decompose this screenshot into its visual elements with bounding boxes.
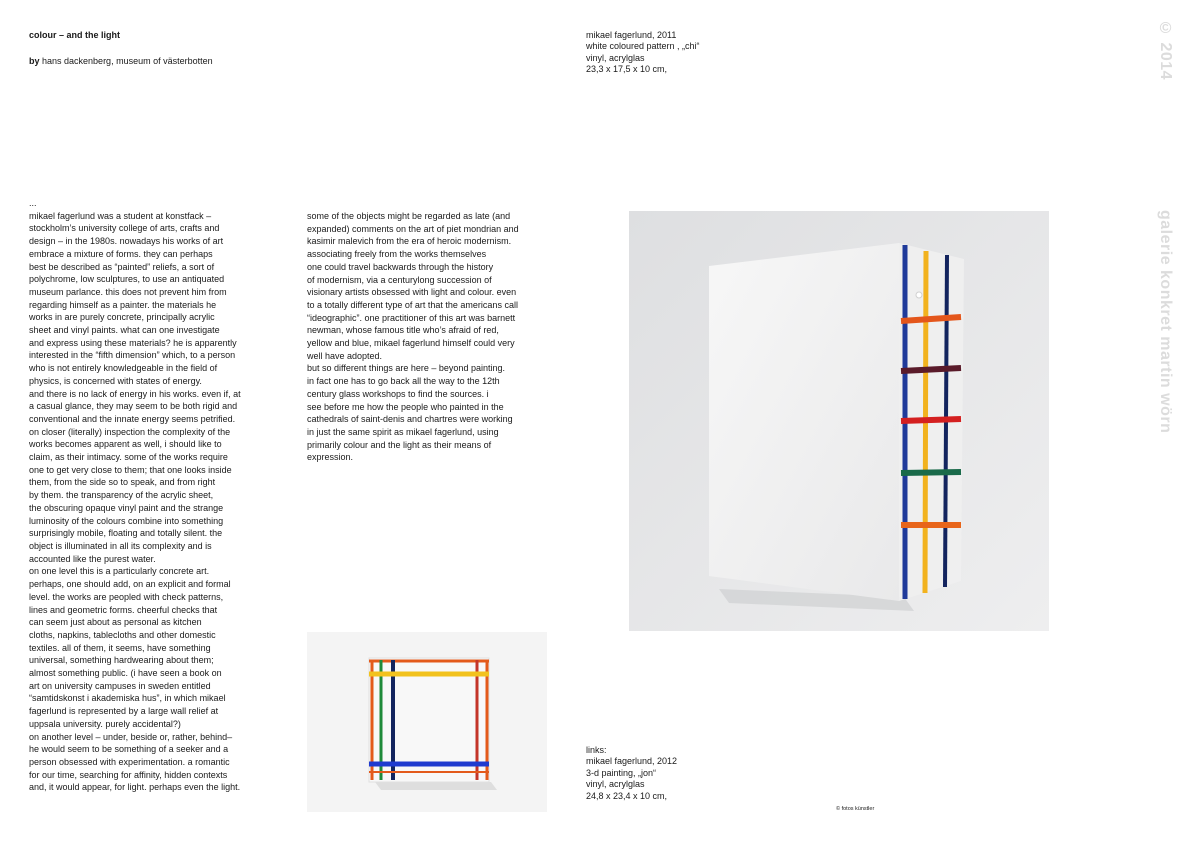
text-line: stockholm’s university college of arts, crafts and [29, 223, 220, 234]
text-line: by them. the transparency of the acrylic sheet, [29, 490, 214, 501]
text-line: mikael fagerlund was a student at konstfack – [29, 210, 212, 221]
caption-line: 23,3 x 17,5 x 10 cm, [586, 64, 668, 75]
gallery-name-vertical: galerie konkret martin wörn [1157, 210, 1174, 434]
text-line: interested in the “fifth dimension” which, to a person [29, 350, 236, 361]
text-line: one to get very close to them; that one looks inside [29, 464, 232, 475]
photo-credit: © fotos künstler [836, 806, 875, 812]
artwork-chi-illustration [629, 211, 1049, 631]
text-line: level. the works are peopled with check patterns, [29, 591, 224, 602]
text-line: cathedrals of saint-denis and chartres were working [307, 414, 513, 425]
text-line: some of the objects might be regarded as late (and [307, 211, 511, 221]
text-line: best be described as “painted” reliefs, a sort of [29, 261, 215, 272]
text-line: luminosity of the colours combine into something [29, 515, 224, 526]
text-line: expression. [307, 452, 354, 463]
text-line: accounted like the purest water. [29, 553, 156, 564]
text-line: on one level this is a particularly concrete art. [29, 566, 210, 577]
byline-author: hans dackenberg, museum of västerbotten [39, 56, 213, 66]
text-line: in just the same spirit as mikael fagerlund, using [307, 426, 499, 437]
text-line: see before me how the people who painted in the [307, 401, 504, 412]
text-line: and there is no lack of energy in his works. even if, at [29, 388, 241, 399]
text-line: and, it would appear, for light. perhaps even the light. [29, 782, 241, 793]
text-line: works in are purely concrete, principally acrylic [29, 312, 215, 323]
text-line: them, from the side so to speak, and from right [29, 477, 216, 488]
byline [29, 56, 213, 66]
text-line: to a totally different type of art that the americans call [307, 299, 518, 310]
text-line: conventional and the innate energy seems petrified. [29, 413, 236, 424]
text-line: he would seem to be something of a seeker and a [29, 744, 229, 755]
text-line: a casual glance, they may seem to be both rigid and [29, 401, 238, 412]
side-branding [1156, 20, 1186, 480]
text-line: fagerlund is represented by a large wall relief at [29, 706, 219, 717]
artwork-caption-jon [586, 745, 677, 802]
text-line: design – in the 1980s. nowadays his works of art [29, 236, 224, 247]
text-line: embrace a mixture of forms. they can perhaps [29, 248, 213, 259]
text-line: works becomes apparent as well, i should like to [29, 439, 222, 450]
article-title: colour – and the light [29, 30, 121, 40]
text-line: and express using these materials? he is apparently [29, 337, 237, 348]
caption-line: mikael fagerlund, 2012 [586, 756, 678, 767]
text-line: visionary artists obsessed with light and colour. even [307, 287, 517, 298]
text-line: cloths, napkins, tablecloths and other domestic [29, 629, 216, 640]
caption-line: links: [586, 745, 607, 755]
text-line: textiles. all of them, it seems, have something [29, 642, 211, 653]
text-line: uppsala university. purely accidental?) [29, 718, 181, 729]
text-line: can seem just about as personal as kitchen [29, 617, 202, 628]
text-line: person obsessed with experimentation. a romantic [29, 756, 230, 767]
text-line: object is illuminated in all its complexity and is [29, 540, 212, 551]
text-line: on closer (literally) inspection the complexity of the [29, 426, 231, 437]
text-line: museum parlance. this does not prevent him from [29, 286, 227, 297]
text-line: ... [29, 198, 37, 208]
artwork-jon-illustration [307, 632, 547, 812]
text-line: regarding himself as a painter. the materials he [29, 299, 217, 310]
text-line: “samtidskonst i akademiska hus”, in which mikael [29, 693, 226, 704]
text-line: one could travel backwards through the history [307, 261, 494, 272]
caption-line: vinyl, acrylglas [586, 52, 645, 63]
text-line: surprisingly mobile, floating and totally silent. the [29, 528, 223, 539]
artwork-photo-chi [629, 211, 1049, 631]
text-line: primarily colour and the light as their means of [307, 439, 492, 450]
text-line: polychrome, low sculptures, to use an antiquated [29, 274, 225, 285]
copyright-vertical: © 2014 [1157, 20, 1174, 81]
text-line: but so different things are here – beyond painting. [307, 363, 505, 374]
article-column-2 [307, 210, 519, 464]
text-line: on another level – under, beside or, rather, behind– [29, 731, 233, 742]
text-line: universal, something hardwearing about them; [29, 655, 214, 666]
text-line: almost something public. (i have seen a book on [29, 668, 222, 679]
text-line: century glass workshops to find the sources. i [307, 388, 489, 399]
text-line: for our time, searching for affinity, hidden contexts [29, 769, 228, 780]
caption-line: mikael fagerlund, 2011 [586, 30, 677, 40]
text-line: kasimir malevich from the era of heroic modernism. [307, 236, 512, 247]
text-line: sheet and vinyl paints. what can one investigate [29, 325, 220, 336]
text-line: well have adopted. [307, 350, 383, 361]
artwork-caption-chi [586, 30, 700, 76]
article-column-1 [29, 197, 241, 794]
text-line: newman, whose famous title who’s afraid of red, [307, 325, 499, 336]
text-line: who is not entirely knowledgeable in the field of [29, 363, 218, 374]
text-line: associating freely from the works themselves [307, 249, 487, 260]
byline-prefix: by [29, 56, 40, 66]
text-line: claim, as their intimacy. some of the works require [29, 452, 228, 463]
text-line: art on university campuses in sweden entitled [29, 680, 211, 691]
caption-line: vinyl, acrylglas [586, 779, 645, 790]
text-line: the obscuring opaque vinyl paint and the strange [29, 502, 224, 513]
text-line: lines and geometric forms. cheerful checks that [29, 604, 218, 615]
text-line: yellow and blue, mikael fagerlund himself could very [307, 338, 515, 349]
text-line: expanded) comments on the art of piet mondrian and [307, 223, 519, 234]
caption-line: white coloured pattern , „chi“ [586, 41, 700, 52]
text-line: of modernism, via a centurylong succession of [307, 274, 492, 285]
caption-line: 24,8 x 23,4 x 10 cm, [586, 790, 668, 801]
text-line: in fact one has to go back all the way to the 12th [307, 376, 500, 387]
text-line: physics, is concerned with states of energy. [29, 375, 202, 386]
text-line: perhaps, one should add, on an explicit and formal [29, 579, 231, 590]
artwork-photo-jon [307, 632, 547, 812]
text-line: “ideographic”. one practitioner of this art was barnett [307, 312, 516, 323]
caption-line: 3-d painting, „jon“ [586, 767, 657, 778]
